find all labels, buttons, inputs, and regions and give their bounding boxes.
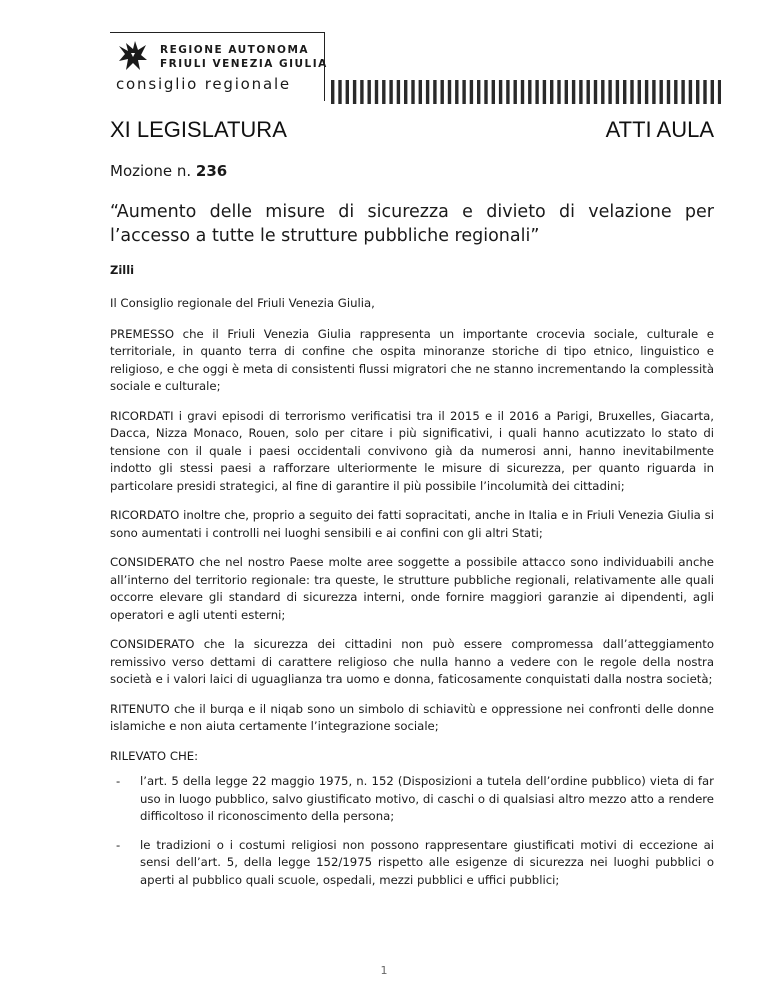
intro-paragraph: Il Consiglio regionale del Friuli Venezia Giulia, xyxy=(110,296,375,310)
list-item-text: l’art. 5 della legge 22 maggio 1975, n. 152 (Disposizioni a tutela dell’ordine pubblico) vieta di far uso in luogo pubblico, salvo giustificato motivo, di caschi o di qualsiasi altro mezzo atto a rendere difficoltoso il riconoscimento della persona; xyxy=(140,774,714,823)
logo-friuli-line: FRIULI VENEZIA GIULIA xyxy=(160,58,328,70)
atti-aula-heading: ATTI AULA xyxy=(605,117,714,142)
paragraph-rilevato: RILEVATO CHE: xyxy=(110,748,199,763)
list-dash: - xyxy=(116,837,121,852)
motion-title: “Aumento delle misure di sicurezza e divieto di velazione per l’accesso a tutte le strutture pubbliche regionali” xyxy=(110,202,714,246)
motion-number-value: 236 xyxy=(195,162,228,180)
rilevato-list xyxy=(110,773,714,889)
eagle-icon xyxy=(116,39,150,73)
paragraph-considerato-1: CONSIDERATO che nel nostro Paese molte aree soggette a possibile attacco sono individuabili anche all’interno del territorio regionale: tra queste, le strutture pubbliche regionali, relativamente alle quali occorre elevare gli standard di sicurezza interni, onde fornire maggiori garanzie ai dipendenti, agli operatori e agli utenti esterni; xyxy=(110,555,714,622)
council-label: consiglio regionale xyxy=(116,75,291,93)
logo-region-line: REGIONE AUTONOMA xyxy=(160,44,310,56)
list-item-text: le tradizioni o i costumi religiosi non possono rappresentare giustificati motivi di eccezione ai sensi dell’art. 5, della legge 152/1975 rispetto alle esigenze di sicurezza nei luoghi pubblici o aperti al pubblico quali scuole, ospedali, mezzi pubblici e uffici pubblici; xyxy=(140,837,714,887)
motion-number xyxy=(110,162,227,180)
motion-label: Mozione n. xyxy=(110,162,192,180)
page-number: 1 xyxy=(380,964,388,977)
motion-author: Zilli xyxy=(110,263,135,277)
list-item xyxy=(110,773,714,826)
list-item xyxy=(110,837,714,890)
motion-body xyxy=(110,295,714,900)
paragraph-ricordato: RICORDATO inoltre che, proprio a seguito dei fatti sopracitati, anche in Italia e in Friuli Venezia Giulia si sono aumentati i controlli nei luoghi sensibili e ai confini con gli altri Stati; xyxy=(110,508,714,540)
paragraph-ritenuto: RITENUTO che il burqa e il niqab sono un simbolo di schiavitù e oppressione nei confronti delle donne islamiche e non aiuta certamente l’integrazione sociale; xyxy=(110,701,714,733)
decorative-bar-pattern xyxy=(331,80,721,104)
list-dash: - xyxy=(116,774,121,788)
paragraph-considerato-2: CONSIDERATO che la sicurezza dei cittadini non può essere compromessa dall’atteggiamento remissivo verso dettami di carattere religioso che nulla hanno a vedere con le regole della nostra società e i valori laici di uguaglianza tra uomo e donna, faticosamente conquistati dalla nostra società; xyxy=(110,637,714,686)
legislature-heading: XI LEGISLATURA xyxy=(110,117,287,142)
paragraph-premesso: PREMESSO che il Friuli Venezia Giulia rappresenta un importante crocevia sociale, culturale e territoriale, in quanto terra di confine che ospita minoranze storiche di tipo etnico, linguistico e religioso, e che oggi è meta di consistenti flussi migratori che ne stanno incrementando la complessità sociale e culturale; xyxy=(110,326,714,393)
paragraph-ricordati: RICORDATI i gravi episodi di terrorismo verificatisi tra il 2015 e il 2016 a Parigi, Bruxelles, Giacarta, Dacca, Nizza Monaco, Rouen, solo per citare i più significativi, i quali hanno acutizzato lo stato di tensione con il quale i paesi occidentali convivono già da numerosi anni, hanno inevitabilmente indotto gli stessi paesi a rafforzare ulteriormente le misure di sicurezza, per quanto riguarda in particolare presidi strategici, al fine di garantire il più possibile l’incolumità dei cittadini; xyxy=(110,408,714,493)
